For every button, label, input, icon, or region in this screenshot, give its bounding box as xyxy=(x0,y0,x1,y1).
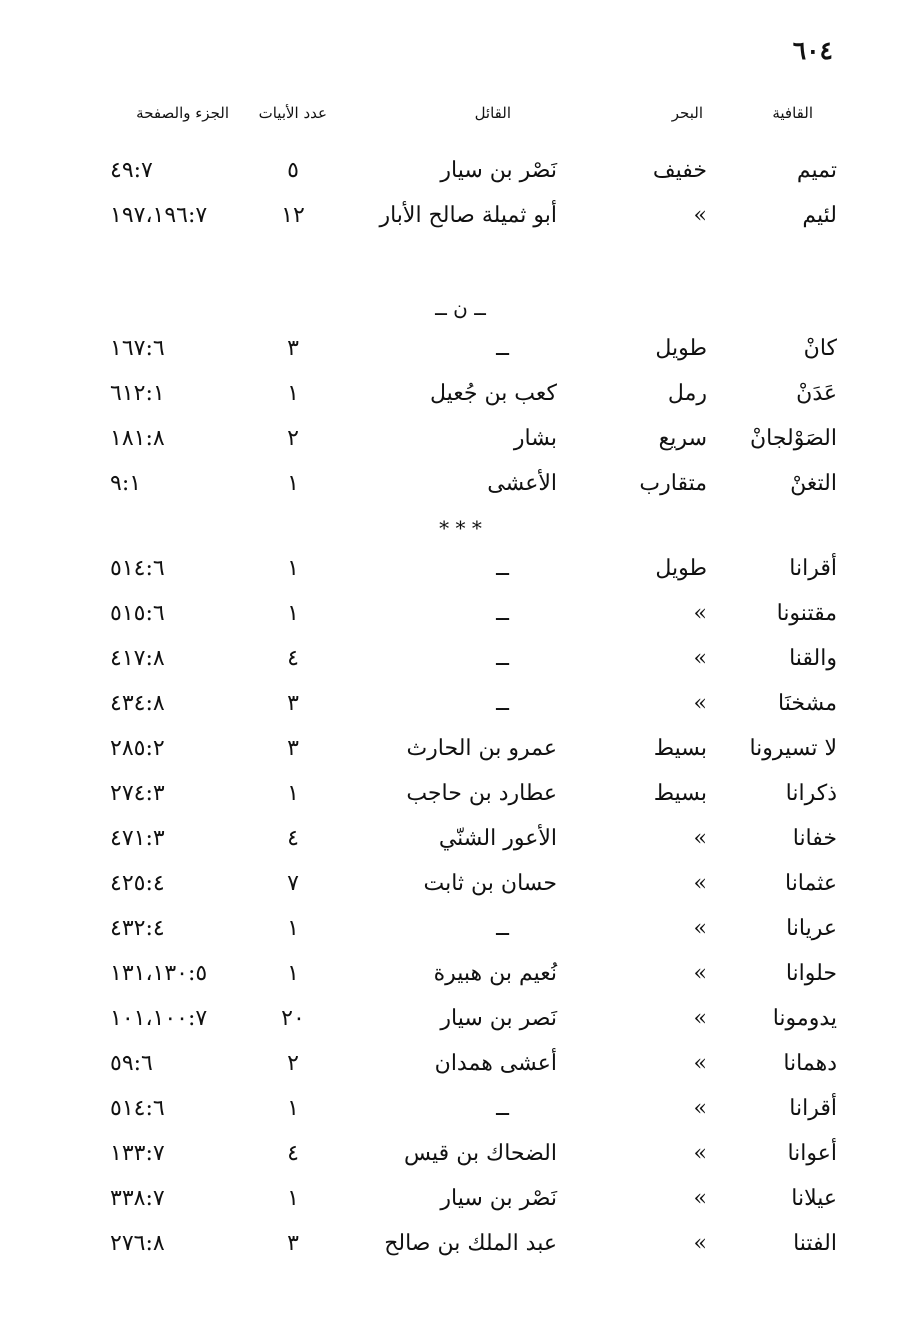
cell-qafia: حلوانا xyxy=(785,961,837,986)
cell-qail: ــ xyxy=(496,916,509,941)
cell-qafia: لئيم xyxy=(802,203,837,228)
cell-bahr: » xyxy=(693,646,707,671)
column-headers xyxy=(0,104,921,134)
cell-qafia: خفانا xyxy=(792,826,837,851)
cell-qafia: عثمانا xyxy=(784,871,837,896)
spacer xyxy=(0,242,921,290)
cell-count: ١ xyxy=(287,1096,299,1121)
cell-qail: كعب بن جُعيل xyxy=(429,381,557,406)
cell-qail: عطارد بن حاجب xyxy=(406,781,557,806)
cell-qafia: دهمانا xyxy=(783,1051,837,1076)
cell-count: ١ xyxy=(287,781,299,806)
table-row xyxy=(0,1135,921,1180)
cell-qail: ــ xyxy=(496,1096,509,1121)
cell-ref: ٢٧٤:٣ xyxy=(110,781,165,806)
cell-qail: نَصْر بن سيار xyxy=(440,1186,557,1211)
cell-qail: أعشى همدان xyxy=(434,1051,557,1076)
cell-bahr: » xyxy=(693,691,707,716)
cell-count: ١ xyxy=(287,381,299,406)
cell-qail: نَصر بن سيار xyxy=(440,1006,557,1031)
cell-bahr: طويل xyxy=(655,556,707,581)
cell-ref: ١٣١،١٣٠:٥ xyxy=(110,961,208,986)
cell-count: ٣ xyxy=(287,336,299,361)
cell-qail: عبد الملك بن صالح xyxy=(384,1231,557,1256)
cell-bahr: » xyxy=(693,203,707,228)
cell-ref: ١٣٣:٧ xyxy=(110,1141,165,1166)
cell-qafia: مقتنونا xyxy=(776,601,837,626)
cell-ref: ٤٣٤:٨ xyxy=(110,691,165,716)
cell-qafia: عَدَنْ xyxy=(796,381,837,406)
cell-qail: بشار xyxy=(513,426,557,451)
cell-qail: الضحاك بن قيس xyxy=(404,1141,557,1166)
cell-bahr: طويل xyxy=(655,336,707,361)
cell-ref: ٣٣٨:٧ xyxy=(110,1186,165,1211)
cell-qafia: أعوانا xyxy=(787,1141,837,1166)
table-row xyxy=(0,197,921,242)
cell-bahr: بسيط xyxy=(653,781,707,806)
table-row xyxy=(0,730,921,775)
table-row xyxy=(0,820,921,865)
cell-ref: ١٨١:٨ xyxy=(110,426,165,451)
cell-qafia: يدومونا xyxy=(772,1006,837,1031)
table-row xyxy=(0,865,921,910)
table-row xyxy=(0,375,921,420)
cell-count: ٥ xyxy=(287,158,299,183)
cell-qafia: كانْ xyxy=(803,336,837,361)
cell-qafia: الفتنا xyxy=(793,1231,837,1256)
cell-ref: ٩:١ xyxy=(110,471,142,496)
cell-ref: ٥١٥:٦ xyxy=(110,601,165,626)
cell-bahr: » xyxy=(693,1186,707,1211)
table-row xyxy=(0,550,921,595)
section-divider xyxy=(0,510,921,550)
cell-qafia: والقنا xyxy=(789,646,837,671)
cell-ref: ٥١٤:٦ xyxy=(110,1096,165,1121)
cell-count: ٢٠ xyxy=(281,1006,305,1031)
cell-count: ١ xyxy=(287,601,299,626)
header-ref: الجزء والصفحة xyxy=(136,104,229,122)
cell-qafia: مشخنَا xyxy=(778,691,837,716)
cell-qail: ــ xyxy=(496,646,509,671)
cell-bahr: » xyxy=(693,871,707,896)
cell-ref: ٢٧٦:٨ xyxy=(110,1231,165,1256)
cell-count: ٤ xyxy=(287,826,299,851)
cell-qafia: التغنْ xyxy=(790,471,837,496)
cell-bahr: سريع xyxy=(658,426,707,451)
table-row xyxy=(0,420,921,465)
cell-bahr: متقارب xyxy=(639,471,707,496)
section-title xyxy=(0,290,921,330)
header-qail: القائل xyxy=(474,104,511,122)
page-number: ٦٠٤ xyxy=(792,36,833,65)
table-row xyxy=(0,1045,921,1090)
cell-count: ٣ xyxy=(287,691,299,716)
cell-qail: نَصْر بن سيار xyxy=(440,158,557,183)
cell-qail: الأعشى xyxy=(487,471,557,496)
cell-qafia: أقرانا xyxy=(789,556,837,581)
index-entries xyxy=(0,152,921,1270)
cell-count: ١٢ xyxy=(281,203,305,228)
cell-qafia: أقرانا xyxy=(789,1096,837,1121)
table-row xyxy=(0,465,921,510)
cell-qail: ــ xyxy=(496,336,509,361)
table-row xyxy=(0,152,921,197)
cell-bahr: بسيط xyxy=(653,736,707,761)
table-row xyxy=(0,1180,921,1225)
cell-qafia: تميم xyxy=(796,158,837,183)
cell-qafia: الصَوْلجانْ xyxy=(749,426,837,451)
cell-ref: ١٩٧،١٩٦:٧ xyxy=(110,203,208,228)
cell-ref: ١٦٧:٦ xyxy=(110,336,165,361)
cell-qafia: عريانا xyxy=(786,916,837,941)
cell-count: ١ xyxy=(287,916,299,941)
cell-count: ٢ xyxy=(287,426,299,451)
cell-bahr: » xyxy=(693,826,707,851)
table-row xyxy=(0,955,921,1000)
cell-bahr: » xyxy=(693,1006,707,1031)
cell-ref: ٤٧١:٣ xyxy=(110,826,165,851)
table-row xyxy=(0,1225,921,1270)
cell-bahr: » xyxy=(693,1231,707,1256)
cell-ref: ٢٨٥:٢ xyxy=(110,736,165,761)
cell-qail: نُعيم بن هبيرة xyxy=(433,961,557,986)
cell-qail: حسان بن ثابت xyxy=(423,871,557,896)
table-row xyxy=(0,595,921,640)
table-row xyxy=(0,330,921,375)
table-row xyxy=(0,1000,921,1045)
table-row xyxy=(0,1090,921,1135)
table-row xyxy=(0,640,921,685)
cell-count: ١ xyxy=(287,556,299,581)
cell-ref: ٦١٢:١ xyxy=(110,381,165,406)
cell-qail: ــ xyxy=(496,691,509,716)
cell-bahr: » xyxy=(693,1141,707,1166)
section-title-text: ــ ن ــ xyxy=(435,296,486,320)
header-bahr: البحر xyxy=(671,104,703,122)
cell-bahr: » xyxy=(693,916,707,941)
cell-count: ١ xyxy=(287,471,299,496)
cell-ref: ٤١٧:٨ xyxy=(110,646,165,671)
cell-qail: أبو ثميلة صالح الأبار xyxy=(379,203,557,228)
cell-bahr: » xyxy=(693,1096,707,1121)
cell-count: ٣ xyxy=(287,736,299,761)
table-row xyxy=(0,685,921,730)
cell-bahr: » xyxy=(693,1051,707,1076)
cell-count: ١ xyxy=(287,961,299,986)
cell-bahr: » xyxy=(693,601,707,626)
cell-qail: الأعور الشنّي xyxy=(438,826,557,851)
cell-qafia: عيلانا xyxy=(791,1186,837,1211)
cell-qail: عمرو بن الحارث xyxy=(406,736,557,761)
cell-count: ٧ xyxy=(287,871,299,896)
cell-qail: ــ xyxy=(496,556,509,581)
header-count: عدد الأبيات xyxy=(258,104,327,122)
cell-bahr: » xyxy=(693,961,707,986)
cell-count: ٣ xyxy=(287,1231,299,1256)
cell-ref: ١٠١،١٠٠:٧ xyxy=(110,1006,208,1031)
cell-ref: ٥٩:٦ xyxy=(110,1051,153,1076)
table-row xyxy=(0,910,921,955)
cell-ref: ٥١٤:٦ xyxy=(110,556,165,581)
table-row xyxy=(0,775,921,820)
section-divider-text: * * * xyxy=(439,516,482,540)
cell-count: ١ xyxy=(287,1186,299,1211)
cell-ref: ٤٩:٧ xyxy=(110,158,153,183)
cell-ref: ٤٣٢:٤ xyxy=(110,916,165,941)
cell-qafia: لا تسيرونا xyxy=(749,736,837,761)
cell-bahr: رمل xyxy=(667,381,707,406)
cell-count: ٤ xyxy=(287,646,299,671)
cell-count: ٢ xyxy=(287,1051,299,1076)
header-qafia: القافية xyxy=(772,104,813,122)
cell-ref: ٤٢٥:٤ xyxy=(110,871,165,896)
cell-count: ٤ xyxy=(287,1141,299,1166)
cell-qafia: ذكرانا xyxy=(785,781,837,806)
cell-qail: ــ xyxy=(496,601,509,626)
cell-bahr: خفيف xyxy=(652,158,707,183)
